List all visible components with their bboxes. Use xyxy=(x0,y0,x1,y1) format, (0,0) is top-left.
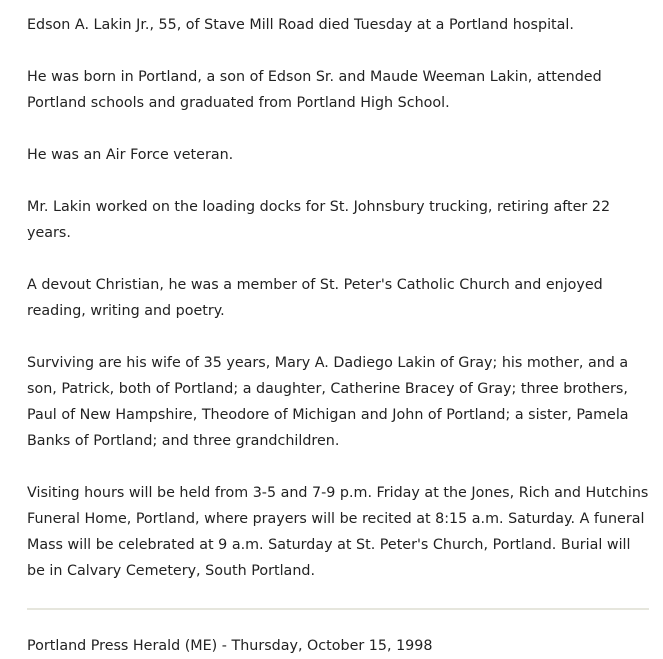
source-citation: Portland Press Herald (ME) - Thursday, October 15, 1998 xyxy=(27,638,433,654)
article-paragraph-3: He was an Air Force veteran. xyxy=(27,147,234,163)
article-paragraph-1: Edson A. Lakin Jr., 55, of Stave Mill Road died Tuesday at a Portland hospital. xyxy=(27,17,574,33)
article-paragraph-4: Mr. Lakin worked on the loading docks for St. Johnsbury trucking, retiring after 22 years. xyxy=(27,199,611,241)
article-paragraph-7: Visiting hours will be held from 3-5 and 7-9 p.m. Friday at the Jones, Rich and Hutchins Funeral Home, Portland, where prayers will be recited at 8:15 a.m. Saturday. A funeral Mass will be celebrated at 9 a.m. Saturday at St. Peter's Church, Portland. Burial will be in Calvary Cemetery, South Portland. xyxy=(27,485,649,579)
divider xyxy=(27,608,649,610)
obituary-article xyxy=(27,12,651,610)
article-paragraph-6: Surviving are his wife of 35 years, Mary A. Dadiego Lakin of Gray; his mother, and a son, Patrick, both of Portland; a daughter, Catherine Bracey of Gray; three brothers, Paul of New Hampshire, Theodore of Michigan and John of Portland; a sister, Pamela Banks of Portland; and three grandchildren. xyxy=(27,355,629,449)
article-paragraph-2: He was born in Portland, a son of Edson Sr. and Maude Weeman Lakin, attended Portland schools and graduated from Portland High School. xyxy=(27,69,602,111)
article-paragraph-5: A devout Christian, he was a member of St. Peter's Catholic Church and enjoyed reading, writing and poetry. xyxy=(27,277,603,319)
